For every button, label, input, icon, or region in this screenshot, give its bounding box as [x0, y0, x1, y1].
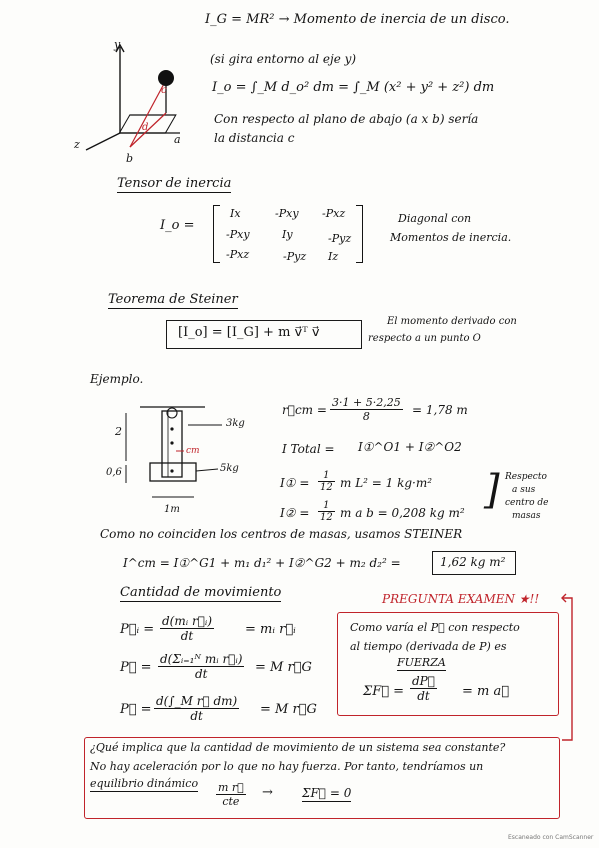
i2-rhs: m a b = 0,208 kg m² — [340, 506, 465, 520]
eq2-rhs: = M r⃗G — [255, 660, 312, 675]
tensor-cell-2-0: -Pxz — [226, 248, 250, 261]
label-b: b — [126, 152, 134, 165]
tensor-cell-2-1: -Pyz — [283, 250, 307, 263]
question-dmr-numerator: m r⃗ — [218, 781, 244, 794]
question-line-2: No hay aceleración por lo que no hay fuerza. Por tanto, tendríamos un — [90, 760, 484, 773]
tensor-bracket-right — [356, 205, 363, 263]
exam-dp-fraction — [410, 674, 437, 703]
itotal-rhs: I①^O1 + I②^O2 — [358, 440, 462, 454]
dim-width: 1m — [164, 504, 180, 515]
tensor-note-2: Momentos de inercia. — [390, 231, 512, 244]
axis-z-label: z — [74, 138, 80, 151]
rcm-result: = 1,78 m — [412, 403, 468, 417]
steiner-result: 1,62 kg m² — [440, 555, 506, 569]
example-heading: Ejemplo. — [90, 372, 144, 386]
question-dmr-fraction — [216, 781, 246, 808]
rcm-fraction — [330, 396, 403, 423]
io-integral-formula: I_o = ∫_M d_o² dm = ∫_M (x² + y² + z²) dm — [212, 80, 495, 95]
eq1-rhs: = mᵢ r⃗ᵢ — [245, 622, 296, 637]
tensor-lhs: I_o = — [160, 218, 195, 233]
dim-height-bottom: 0,6 — [106, 467, 122, 478]
exam-dp-numerator: dP⃗ — [412, 674, 435, 688]
formula-description: Momento de inercia de un disco. — [293, 12, 510, 27]
respect-note-4: masas — [512, 511, 541, 521]
respect-note-1: Respecto — [505, 472, 547, 482]
i2-lhs: I② = — [280, 506, 310, 520]
steiner-note-1: El momento derivado con — [387, 316, 517, 327]
exam-sum-f: ΣF⃗ = — [363, 684, 405, 699]
i2-numerator: 1 — [318, 500, 335, 512]
steiner-note-2: respecto a un punto O — [368, 333, 481, 344]
eq1-denominator: dt — [180, 629, 194, 643]
eq3-fraction — [154, 694, 239, 723]
rcm-denominator: 8 — [362, 410, 370, 423]
tensor-cell-0-1: -Pxy — [275, 207, 299, 220]
label-a: a — [174, 133, 181, 146]
tensor-cell-0-2: -Pxz — [322, 207, 346, 220]
respect-brace: ] — [484, 467, 500, 513]
label-d: d — [142, 122, 149, 133]
tensor-note-1: Diagonal con — [398, 212, 472, 225]
no-coinciden-text: Como no coinciden los centros de masas, usamos STEINER — [100, 527, 463, 541]
i1-lhs: I① = — [280, 476, 310, 490]
exam-text-1: Como varía el P⃗ con respecto — [350, 621, 520, 634]
eq1-numerator: d(mᵢ r⃗ᵢ) — [162, 614, 213, 628]
tensor-cell-1-2: -Pyz — [328, 232, 352, 245]
exam-heading: PREGUNTA EXAMEN ★!! — [382, 592, 540, 606]
tensor-cell-0-0: Ix — [230, 207, 241, 220]
red-connector — [540, 592, 580, 752]
i1-rhs: m L² = 1 kg·m² — [340, 476, 433, 490]
question-line-3: equilibrio dinámico — [90, 777, 199, 790]
tensor-cell-1-0: -Pxy — [226, 228, 250, 241]
rcm-lhs: r⃗cm = — [282, 403, 327, 417]
exam-fuerza: FUERZA — [397, 656, 446, 669]
respect-note-line-2: la distancia c — [214, 131, 295, 145]
dim-height-top: 2 — [115, 425, 122, 438]
axis-note: (si gira entorno al eje y) — [210, 52, 357, 66]
eq2-denominator: dt — [194, 667, 208, 681]
tensor-cell-2-2: Iz — [328, 250, 339, 263]
exam-text-2: al tiempo (derivada de P) es — [350, 640, 507, 653]
mass-bottom: 5kg — [220, 463, 239, 474]
eq1-fraction — [160, 614, 214, 643]
axis-y-label: y — [114, 38, 121, 51]
eq2-fraction — [158, 652, 244, 681]
inertia-disk-formula — [205, 12, 509, 27]
steiner-final-eq: I^cm = I①^G1 + m₁ d₁² + I②^G2 + m₂ d₂² = — [123, 556, 401, 570]
respect-note-line-1: Con respecto al plano de abajo (a x b) sería — [214, 112, 479, 126]
exam-ma: = m a⃗ — [462, 684, 510, 699]
eq3-rhs: = M r⃗G — [260, 702, 317, 717]
i1-denominator: 12 — [320, 482, 333, 493]
cm-label: cm — [186, 446, 200, 456]
tensor-heading: Tensor de inercia — [117, 176, 232, 191]
footer-watermark: Escaneado con CamScanner — [508, 834, 594, 841]
eq2-numerator: d(Σᵢ₌₁ᴺ mᵢ r⃗ᵢ) — [160, 652, 243, 666]
eq3-lhs: P⃗ = — [120, 702, 152, 717]
momentum-heading: Cantidad de movimiento — [120, 585, 282, 600]
i1-fraction — [318, 470, 335, 493]
mass-top: 3kg — [226, 418, 245, 429]
tensor-bracket-left — [213, 205, 220, 263]
itotal-lhs: I Total = — [282, 442, 335, 456]
respect-note-3: centro de — [505, 498, 549, 508]
rcm-numerator: 3·1 + 5·2,25 — [332, 396, 401, 409]
i1-numerator: 1 — [318, 470, 335, 482]
formula-ig: I_G = MR² → — [205, 12, 290, 27]
question-line-1: ¿Qué implica que la cantidad de movimiento de un sistema sea constante? — [90, 741, 506, 754]
steiner-formula: [I_o] = [I_G] + m v⃗ᵀ v⃗ — [178, 325, 320, 340]
label-c: c — [161, 85, 167, 96]
i2-fraction — [318, 500, 335, 523]
eq2-lhs: P⃗ = — [120, 660, 152, 675]
tensor-cell-1-1: Iy — [282, 228, 293, 241]
question-result: ΣF⃗ = 0 — [302, 786, 352, 800]
i2-denominator: 12 — [320, 512, 333, 523]
example-body-diagram — [110, 395, 260, 520]
respect-note-2: a sus — [512, 485, 536, 495]
exam-dp-denominator: dt — [417, 689, 430, 703]
question-dmr-denominator: cte — [222, 795, 240, 808]
steiner-heading: Teorema de Steiner — [108, 292, 238, 307]
eq3-denominator: dt — [190, 709, 203, 723]
eq3-numerator: d(∫_M r⃗ dm) — [156, 694, 238, 708]
question-arrow: → — [262, 785, 273, 800]
eq1-lhs: P⃗ᵢ = — [120, 622, 155, 637]
